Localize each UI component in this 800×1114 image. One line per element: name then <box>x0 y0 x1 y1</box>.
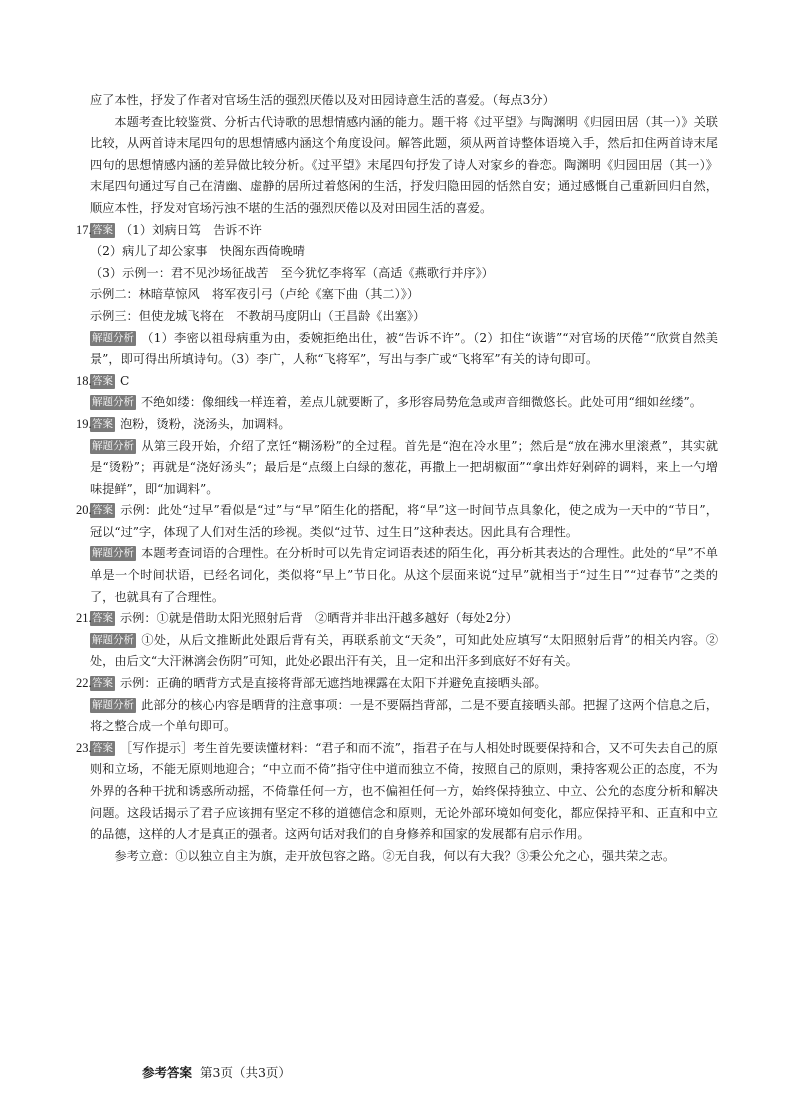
answer-line: （2）病儿了却公家事 快阁东西倚晚晴 <box>90 244 305 259</box>
question-23 <box>76 738 718 868</box>
answer-line: 示例三：但使龙城飞将在 不教胡马度阴山（王昌龄《出塞》） <box>90 308 426 323</box>
analysis-text: 从第三段开始，介绍了烹饪“糊汤粉”的全过程。首先是“泡在冷水里”；然后是“放在沸水里滚煮”，其实就是“烫粉”；再就是“浇好汤头”；最后是“点缀上白绿的葱花，再撒上一把胡椒面”“拿出炸好剁碎的调料，来上一勺增味提鲜”，即“加调料”。 <box>90 438 718 496</box>
question-21 <box>76 608 718 673</box>
question-number: 17. <box>76 222 92 237</box>
answer-tag: 答案 <box>92 504 113 517</box>
question-number: 20. <box>76 503 92 518</box>
answer-text: 示例：①就是借助太阳光照射后背 ②晒背并非出汗越多越好（每处2分） <box>120 611 518 626</box>
answer-text: ［写作提示］考生首先要读懂材料：“君子和而不流”，指君子在与人相处时既要保持和合，又不可失去自己的原则和立场，不能无原则地迎合；“中立而不倚”指守住中道而独立不倚，按照自己的原则，秉持客观公正的态度，不为外界的各种干扰和诱惑所动摇，不倚靠任何一方，也不偏袒任何一方，始终保持独立、中立、公允的态度分析和解决问题。这段话揭示了君子应该拥有坚定不移的道德信念和原则，无论外部环境如何变化，都应保持平和、正直和中立的品德，这样的人才是真正的强者。这两句话对我们的自身修养和国家的发展都有启示作用。 <box>90 740 718 842</box>
answer-text: 泡粉，烫粉，浇汤头，加调料。 <box>120 416 291 431</box>
question-number: 18. <box>76 373 92 388</box>
answer-text: （1）刘病日笃 告诉不许 <box>120 222 262 237</box>
answer-text: C <box>120 373 130 388</box>
question-20 <box>76 500 718 608</box>
answer-text: 示例：正确的晒背方式是直接将背部无遮挡地裸露在太阳下并避免直接晒头部。 <box>120 676 547 691</box>
analysis-text: 不绝如缕：像细线一样连着，差点儿就要断了，多形容局势危急或声音细微悠长。此处可用“细如丝缕”。 <box>141 395 702 410</box>
page-footer <box>142 1062 291 1084</box>
footer-page-number: 第3页（共3页） <box>200 1065 291 1080</box>
question-number: 23. <box>76 740 92 755</box>
analysis-tag: 解题分析 <box>92 396 134 409</box>
analysis-text: 本题考查词语的合理性。在分析时可以先肯定词语表述的陌生化，再分析其表达的合理性。此处的“早”不单单是一个时间状语，已经名词化，类似将“早上”节日化。从这个层面来说“过早”就相当于“过生日”“过春节”之类的了，也就具有了合理性。 <box>90 546 718 604</box>
intro-line: 应了本性，抒发了作者对官场生活的强烈厌倦以及对田园诗意生活的喜爱。（每点3分） <box>90 93 555 107</box>
answer-tag: 答案 <box>92 417 113 430</box>
analysis-tag: 解题分析 <box>92 331 134 344</box>
answer-text: 示例：此处“过早”看似是“过”与“早”陌生化的搭配，将“早”这一时间节点具象化，使之成为一天中的“节日”，冠以“过”字，体现了人们对生活的珍视。类似“过节、过生日”这种表达。因此具有合理性。 <box>90 503 718 539</box>
question-19 <box>76 414 718 500</box>
question-22 <box>76 673 718 738</box>
answer-tag: 答案 <box>92 374 113 387</box>
question-number: 22. <box>76 676 92 691</box>
answer-tag: 答案 <box>92 223 113 236</box>
analysis-text: ①处，从后文推断此处跟后背有关，再联系前文“天灸”，可知此处应填写“太阳照射后背”的相关内容。②处，由后文“大汗淋漓会伤阴”可知，此处必跟出汗有关，且一定和出汗多到底好不好有关。 <box>90 632 718 669</box>
analysis-text: 此部分的核心内容是晒背的注意事项：一是不要隔挡背部，二是不要直接晒头部。把握了这两个信息之后，将之整合成一个单句即可。 <box>90 697 718 734</box>
analysis-tag: 解题分析 <box>92 547 134 560</box>
analysis-tag: 解题分析 <box>92 698 134 711</box>
answer-tag: 答案 <box>92 612 113 625</box>
answer-content <box>76 90 718 867</box>
question-number: 19. <box>76 416 92 431</box>
answer-tag: 答案 <box>92 741 113 754</box>
question-17 <box>76 220 718 371</box>
answer-line: 示例二：林暗草惊风 将军夜引弓（卢纶《塞下曲（其二）》） <box>90 287 420 302</box>
answer-line: （3）示例一：君不见沙场征战苦 至今犹忆李将军（高适《燕歌行并序》） <box>90 265 494 280</box>
question-number: 21. <box>76 611 92 626</box>
footer-label: 参考答案 <box>142 1065 193 1080</box>
answer-tag: 答案 <box>92 677 113 690</box>
analysis-tag: 解题分析 <box>92 439 134 452</box>
question-18 <box>76 371 718 414</box>
analysis-tag: 解题分析 <box>92 633 134 646</box>
intro-analysis: 本题考查比较鉴赏、分析古代诗歌的思想情感内涵的能力。题干将《过平望》与陶渊明《归园田居（其一）》关联比较，从两首诗末尾四句的思想情感内涵这个角度设问。解答此题，须从两首诗整体语境入手，然后扣住两首诗末尾四句的思想情感内涵的差异做比较分析。《过平望》末尾四句抒发了诗人对家乡的眷恋。陶渊明《归园田居（其一）》末尾四句通过写自己在清幽、虚静的居所过着悠闲的生活，抒发归隐田园的恬然自安；通过感慨自己重新回归自然，顺应本性，抒发对官场污浊不堪的生活的强烈厌倦以及对田园生活的喜爱。 <box>90 114 718 215</box>
reference-ideas: 参考立意：①以独立自主为旗，走开放包容之路。②无自我，何以有大我？③秉公允之心，强共荣之志。 <box>114 848 676 863</box>
analysis-text: （1）李密以祖母病重为由，委婉拒绝出仕，被“告诉不许”。（2）扣住“诙谐”“对官场的厌倦”“欣赏自然美景”，即可得出所填诗句。（3）李广，人称“飞将军”，写出与李广或“飞将军”有关的诗句即可。 <box>90 330 718 367</box>
